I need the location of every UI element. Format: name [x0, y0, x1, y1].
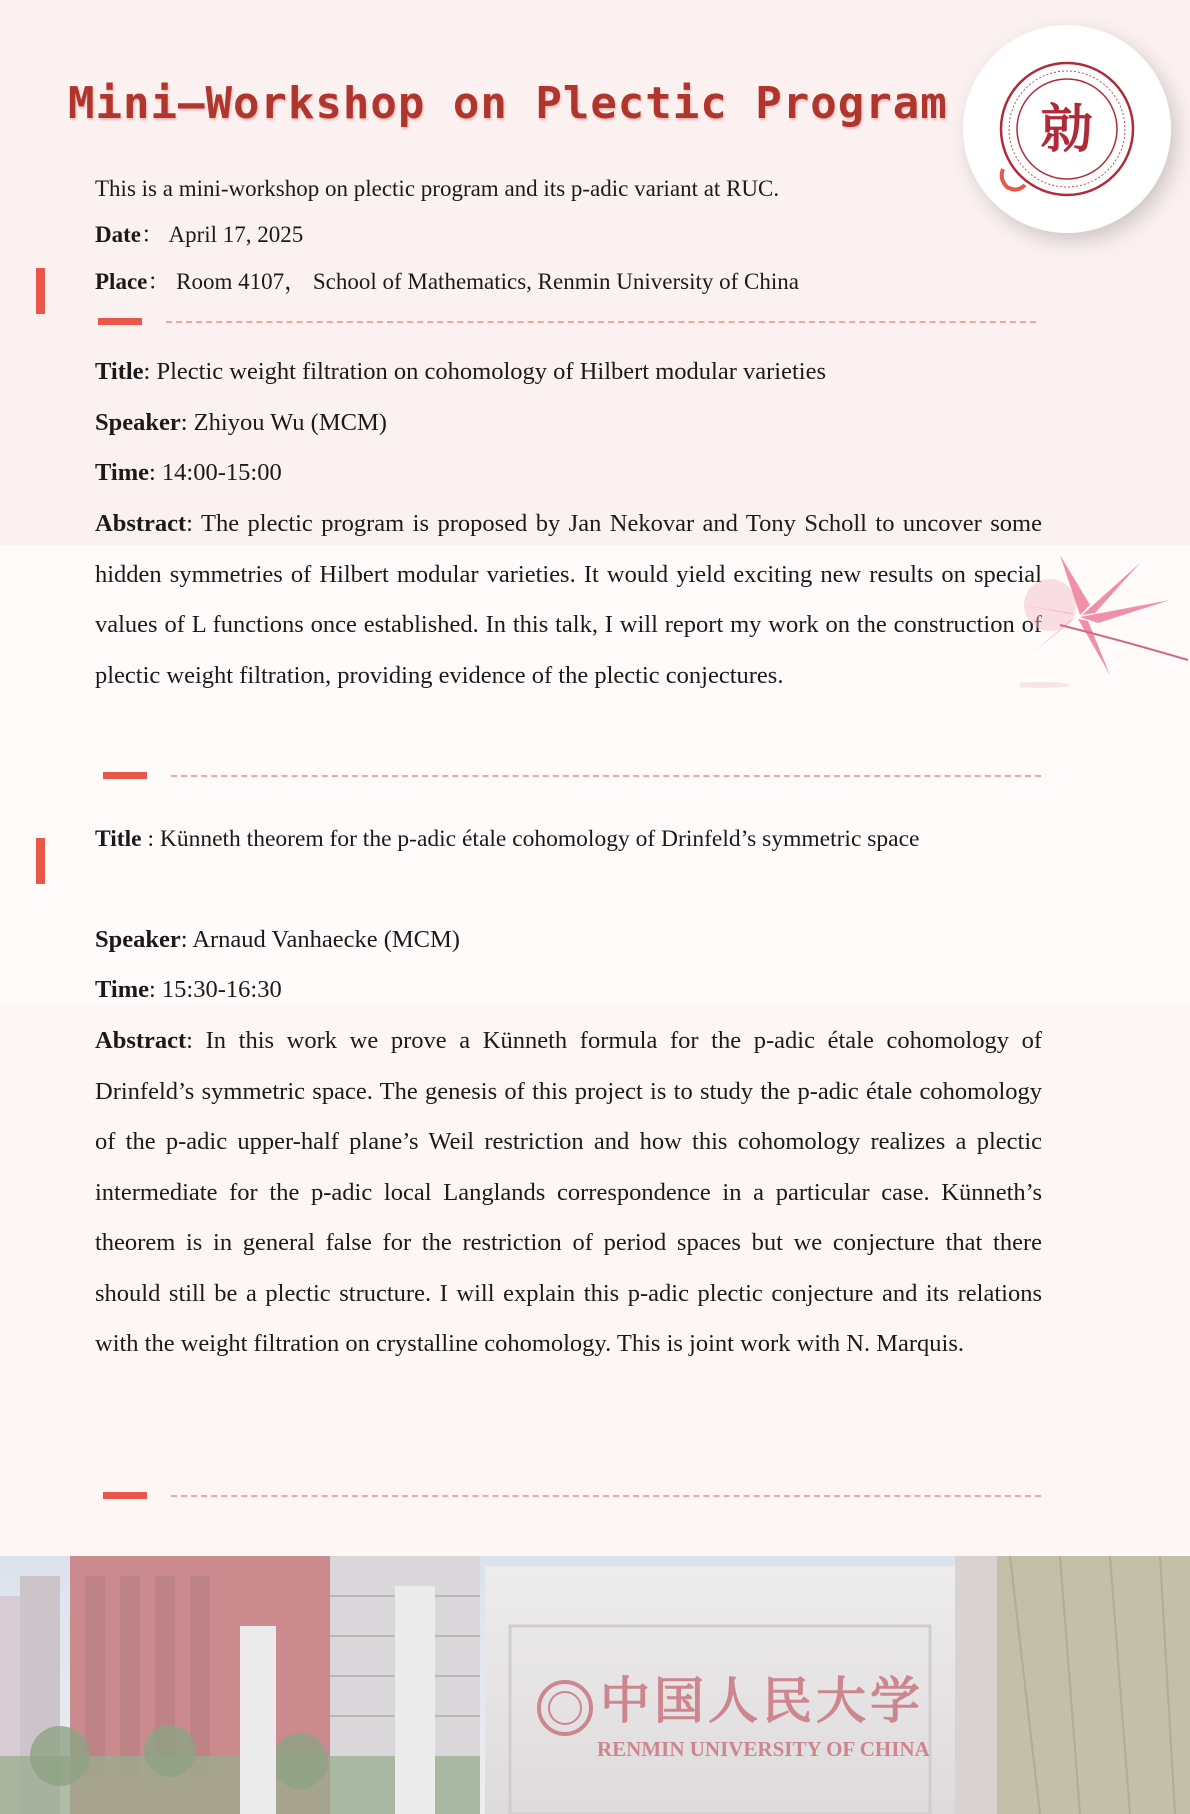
- date-value: ： April 17, 2025: [140, 222, 304, 247]
- talk2-title-label: Title: [95, 826, 142, 852]
- gate-sign-chinese: 中国人民大学: [600, 1671, 924, 1730]
- place-value: ： Room 4107， School of Mathematics, Renmin University of China: [147, 269, 799, 294]
- talk1-abstract-label: Abstract: [95, 510, 187, 537]
- talk2-speaker-label: Speaker: [95, 926, 181, 953]
- talk1-time-line: [95, 456, 282, 490]
- talk1-time-label: Time: [95, 459, 149, 486]
- school-seal-icon: [997, 59, 1137, 199]
- school-logo: [963, 25, 1171, 233]
- place-line: [95, 265, 799, 299]
- talk2-title-line: [95, 814, 1042, 865]
- talk1-title-label: Title: [95, 358, 144, 385]
- talk2-abstract: [95, 1016, 1042, 1370]
- gate-sign-english: RENMIN UNIVERSITY OF CHINA: [597, 1737, 930, 1761]
- talk1-title: : Plectic weight filtration on cohomology of Hilbert modular varieties: [143, 358, 826, 385]
- section-marker: [36, 268, 45, 314]
- talk1-speaker-label: Speaker: [95, 409, 181, 436]
- talk2-speaker: : Arnaud Vanhaecke (MCM): [180, 926, 460, 953]
- campus-gate-illustration: [0, 1556, 1190, 1814]
- section-marker: [36, 838, 45, 884]
- section-divider: [103, 772, 1041, 780]
- campus-photo: [0, 1556, 1190, 1814]
- talk1-speaker-line: [95, 406, 387, 440]
- talk1-time: : 14:00-15:00: [149, 459, 282, 486]
- talk2-title: : Künneth theorem for the p-adic étale cohomology of Drinfeld’s symmetric space: [141, 826, 920, 852]
- talk1-abstract-text: : The plectic program is proposed by Jan Nekovar and Tony Scholl to uncover some hidden symmetries of Hilbert modular varieties. It would yield exciting new results on special values of L functions once established. In this talk, I will report my work on the construction of plectic weight filtration, providing evidence of the plectic conjectures.: [95, 510, 1042, 689]
- talk2-abstract-text: : In this work we prove a Künneth formula for the p-adic étale cohomology of Drinfeld’s symmetric space. The genesis of this project is to study the p-adic étale cohomology of the p-adic upper-half plane’s Weil restriction and how this cohomology realizes a plectic intermediate for the p-adic local Langlands correspondence in a particular case. Künneth’s theorem is in general false for the restriction of period spaces but we conjecture that there should still be a plectic structure. I will explain this p-adic plectic conjecture and its relations with the weight filtration on crystalline cohomology. This is joint work with N. Marquis.: [95, 1027, 1042, 1357]
- talk2-speaker-line: [95, 923, 460, 957]
- section-divider: [98, 318, 1036, 326]
- talk2-time-label: Time: [95, 976, 149, 1003]
- logo-character: 勍: [1040, 100, 1094, 160]
- talk1-title-line: [95, 355, 826, 389]
- intro-text: This is a mini-workshop on plectic program and its p-adic variant at RUC.: [95, 176, 780, 201]
- talk1-abstract: [95, 499, 1042, 701]
- flower-decoration-icon: [1020, 545, 1190, 695]
- talk1-speaker: : Zhiyou Wu (MCM): [180, 409, 387, 436]
- page-title: Mini—Workshop on Plectic Program: [68, 78, 948, 129]
- place-label: Place: [95, 269, 148, 294]
- date-line: [95, 218, 303, 252]
- talk2-time-line: [95, 973, 282, 1007]
- talk2-abstract-label: Abstract: [95, 1027, 187, 1054]
- date-label: Date: [95, 222, 141, 247]
- talk2-time: : 15:30-16:30: [149, 976, 282, 1003]
- section-divider: [103, 1492, 1041, 1500]
